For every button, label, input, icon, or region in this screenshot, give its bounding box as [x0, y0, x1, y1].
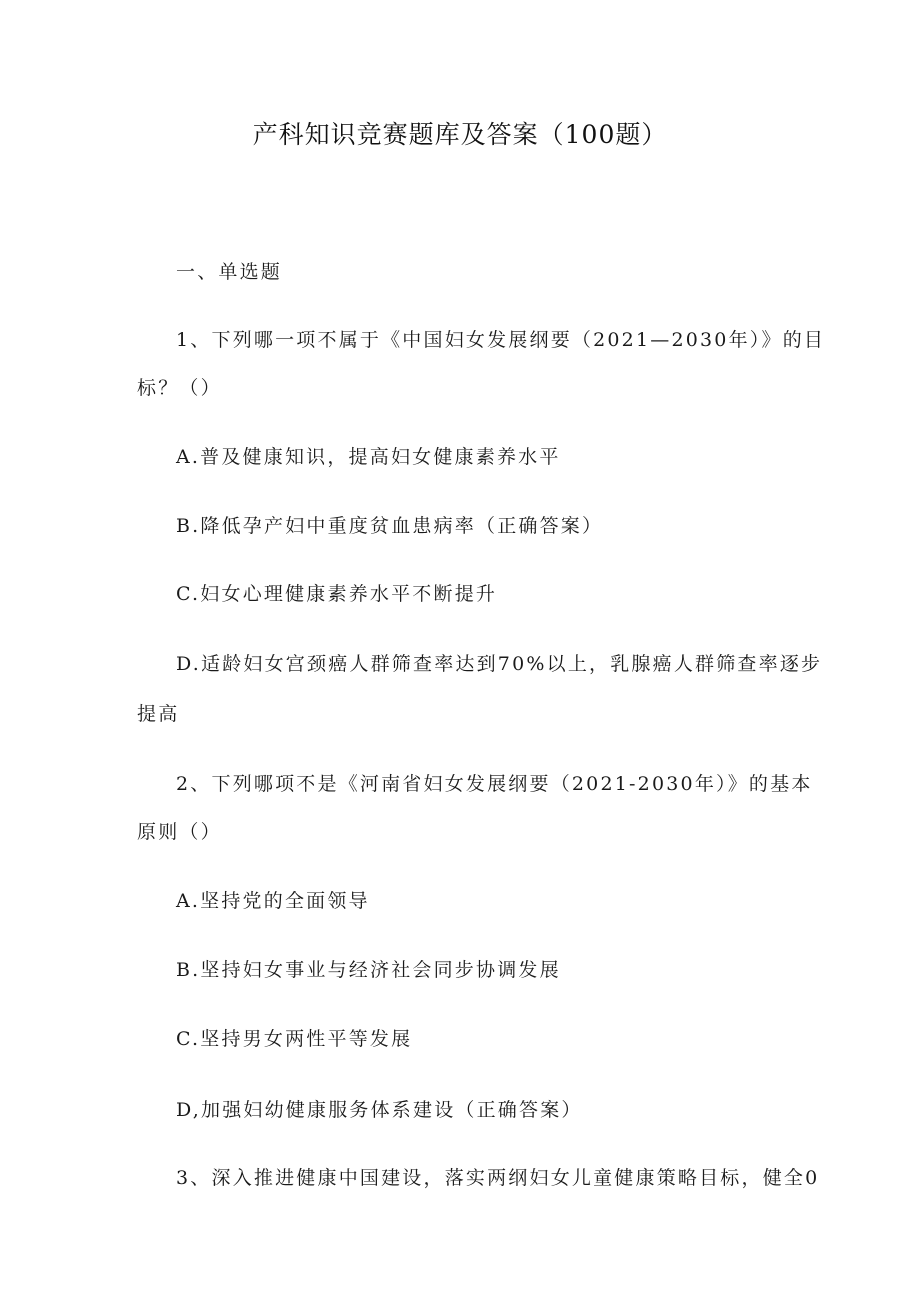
question-1-option-d-line2: 提高 [137, 703, 180, 725]
question-2-option-a: A.坚持党的全面领导 [176, 890, 370, 912]
section-heading: 一、单选题 [176, 261, 283, 283]
question-3-stem-line1: 3、深入推进健康中国建设，落实两纲妇女儿童健康策略目标，健全0 [176, 1167, 820, 1189]
question-1-stem-line1: 1、下列哪一项不属于《中国妇女发展纲要（2021—2030年）》的目 [176, 329, 826, 351]
question-1-stem-line2: 标？（） [137, 377, 222, 399]
question-1-option-d-line1: D.适龄妇女宫颈癌人群筛查率达到70%以上，乳腺癌人群筛查率逐步 [176, 653, 823, 675]
question-2-option-b: B.坚持妇女事业与经济社会同步协调发展 [176, 959, 561, 981]
question-1-option-c: C.妇女心理健康素养水平不断提升 [176, 583, 498, 605]
document-title: 产科知识竞赛题库及答案（100题） [252, 120, 668, 149]
question-2-option-c: C.坚持男女两性平等发展 [176, 1028, 413, 1050]
question-2-stem-line2: 原则（） [137, 821, 222, 843]
question-1-option-b: B.降低孕产妇中重度贫血患病率（正确答案） [176, 515, 604, 537]
question-2-option-d: D,加强妇幼健康服务体系建设（正确答案） [176, 1099, 583, 1121]
question-1-option-a: A.普及健康知识，提高妇女健康素养水平 [176, 446, 561, 468]
question-2-stem-line1: 2、下列哪项不是《河南省妇女发展纲要（2021-2030年）》的基本 [176, 773, 813, 795]
